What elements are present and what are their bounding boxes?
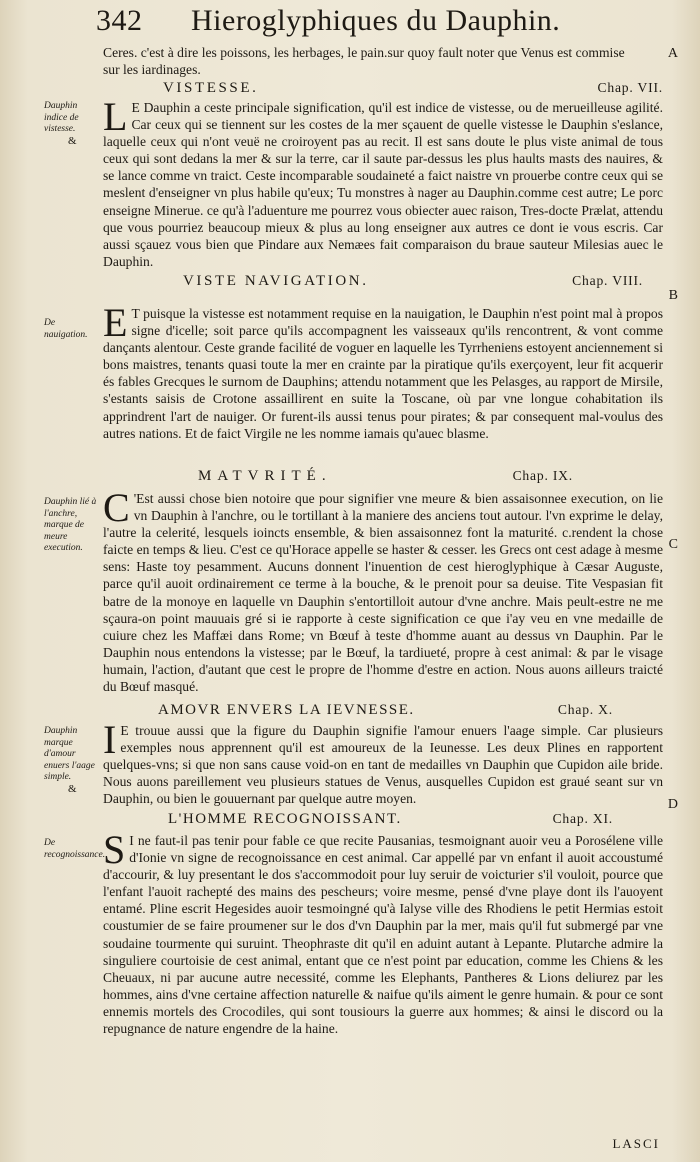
paragraph-text: E trouue aussi que la figure du Dauphin signifie l'amour enuers l'aage simple. Car plusieurs exemples nous apprennent qu'il est amoureux de la Ieunesse. Les deux Plines en rapportent quelques-vns; si que non sans cause void-on en tant de medailles vn Dauphin que Cupidon aile bride. Nous auons pareillement veu plusieurs statues de Venus, ausquelles Cupidon est graué seant sur vn Dauphin, ou bien le gouuernant par quelque autre moyen. [103,723,663,807]
margin-letter-a: A [667,46,678,61]
paragraph-text: I ne faut-il pas tenir pour fable ce que recite Pausanias, tesmoignant auoir veu a Porosélene ville d'Ionie vn signe de recognoissance en cest animal. Car appellé par vn enfant il auoit accoustumé d'accourir, & luy presentant le dos s'accommodoit pour luy seruir de voicturier s'il vouloit, pource que l'enfant l'auoit rachepté des mains des pescheurs; voire mesme, pensé d'vne playe dont ils l'auoyent entamé. Pline escrit Hegesides auoir tesmoingné qu'à Ialyse ville des Rhodiens le petit Hermias estoit coustumier de se faire proumener sur le dos d'vn Dauphin par la mer, mais qu'il fut submergé par vne soudaine tourmente qui suruint. Theophraste dit qu'il en aduint autant à Lepante. Plutarche admire la singuliere courtoisie de cest animal, entant que ce n'est point par education, comme les Chiens & les Cheuaux, ni par aucune autre necessité, comme les Elephants, Pantheres & Lions deliurez par les hommes, ains d'vne certaine affection naturelle & naifue qu'ils aiment le genre humain. & pour ce sont ennemis mortels des Crocodiles, qui sont tousiours la guerre aux hommes; & ainsi le discord ou la repugnance de nature engendre de la haine. [103,833,663,1037]
paragraph-text: T puisque la vistesse est notamment requise en la nauigation, le Dauphin n'est point mal à propos signe d'icelle; soit parce qu'ils accompagnent les vaisseaux qu'ils rencontrent, & vont comme dançants alentour. Ceste grande facilité de voguer en laquelle les Tyrrheniens estoyent anciennement si bons maistres, tenants quasi toute la mer en crainte par la piratique qu'ils exerçoyent, leur fit acquerir és fables Grecques le surnom de Dauphins; attendu notamment que les Pelasges, au rapport de Mirsile, s'estants saisis de Crotone assaillirent en suite la Toscane, où par vne longue cohabitation ils apprindrent l'art de nauiger. Or furent-ils aussi tenus pour pirates; & par consequent mal-voulus des autres nations. Et de faict Virgile ne les nomme iamais qu'auec blasme. [103,306,663,441]
section-body-amour [103,717,663,807]
running-title: Hieroglyphiques du Dauphin. [191,4,561,37]
drop-cap: S [103,827,126,872]
margin-letter-c: C [668,537,678,552]
margin-note-text: De recognoissance. [44,838,106,860]
drop-cap: E [103,300,128,345]
margin-note [44,101,100,147]
chapter-number: Chap. IX. [512,468,573,483]
heading-title: L'HOMME RECOGNOISSANT. [168,811,402,827]
section-heading-viste-navigation [103,271,663,291]
page-number: 342 [96,4,143,37]
margin-letter-b: B [668,288,678,303]
opening-text [103,44,663,78]
margin-note-text: Dauphin indice de vistesse. [44,101,79,134]
paragraph-text: E Dauphin a ceste principale signification, qu'il est indice de vistesse, ou de merueilleuse agilité. Car ceux qui se tiennent sur les costes de la mer sçauent de quelle vistesse le Dauphin s'eslance, laquelle ceux qui n'ont veuë ne croiroyent pas au recit. Il est sans doute le plus viste animal de tous ceux qui sont dedans la mer & sur la terre, car il saute par-dessus les plus haults masts des nauires, & se lance comme vn traict. Ceste incomparable soudaineté a faict naistre vn prouerbe contre ceux qui se meslent d'enseigner vn plus habile qu'eux; Tu monstres à nager au Dauphin.comme cest autre; Le porc enseigne Minerue. ce qu'à l'aduenture me pourrez vous obiecter auec raison, Tres-docte Prælat, attendu que vous pourriez beaucoup mieux & plus au long enseigner aux autres ce dont ie vous escris. Car aussi sçauez vous bien que Pindare aux Nemæes fait comparaison du braue sauteur Milesias auec le Dauphin. [103,100,663,269]
opening-line-1: Ceres. c'est à dire les poissons, les herbages, le pain.sur quoy fault noter que Venus est commise [103,45,625,60]
margin-note-text: Dauphin lié à l'anchre, marque de meure execution. [44,497,97,553]
section-heading-maturite [103,466,663,486]
section-body-maturite [103,485,663,695]
paragraph-text: 'Est aussi chose bien notoire que pour signifier vne meure & bien assaisonnee execution, on lie vn Dauphin à l'anchre, ou le tortillant à la maniere des anciens tout autour. l'vn exprime le delay, l'autre la celerité, lesquels ioincts ensemble, & bien assaisonnez font la maturité. c.rendent la chose faicte en temps & lieu. C'est ce qu'Horace appelle se haster & cesser. les Grecs ont cest adage à mesme sens: Haste toy pesamment. Aucuns donnent l'inuention de cest hieroglyphique à Cæsar Auguste, parce qu'il auoit ordinairement ce terme à la bouche, & le prenoit pour sa deuise. Tite Vespasian fit batre de la monoye en laquelle vn Dauphin s'entortilloit autour d'vne anchre. Mais peult-estre ne me sçaura-on point mauuais gré si ie rapporte à ceste signification ce que i'ay veu en vne medaille de cuiure chez les Maffæi dans Rome; vn Bœuf à teste d'homme auant au dessus vn Dauphin. Par le Dauphin nous entendons la vistesse; par le Bœuf, la tardiueté, propre à cest animal: & par le visage humain, l'action, d'autant que cest le propre de l'homme d'estre en action. Nous auons ailleurs traicté du Bœuf masqué. [103,491,663,695]
heading-title: VISTE NAVIGATION. [183,273,369,289]
section-body-vistesse [103,94,663,270]
margin-ampersand: & [68,782,77,795]
drop-cap: C [103,485,130,530]
section-heading-recognoissant [103,809,663,829]
margin-note-text: Dauphin marque d'amour enuers l'aage simple. [44,726,95,782]
margin-note-text: De nauigation. [44,318,88,340]
drop-cap: L [103,94,128,139]
section-body-recognoissant [103,827,663,1037]
drop-cap: I [103,717,117,762]
section-heading-amour [103,700,663,720]
chapter-number: Chap. VII. [597,80,663,95]
catchword: LASCI [612,1136,660,1151]
margin-note [44,726,100,795]
heading-title: MATVRITÉ. [198,468,332,484]
margin-letter-d: D [667,797,678,812]
chapter-number: Chap. XI. [552,811,613,826]
margin-note [44,497,100,555]
heading-title: VISTESSE. [163,80,259,96]
heading-title: AMOVR ENVERS LA IEVNESSE. [158,702,415,718]
margin-ampersand: & [68,134,77,147]
section-body-viste-navigation [103,300,663,442]
opening-line-2: sur les iardinages. [103,62,201,78]
chapter-number: Chap. X. [557,702,613,717]
section-heading-vistesse [103,78,663,98]
margin-note [44,318,100,341]
margin-note [44,838,106,861]
chapter-number: Chap. VIII. [572,273,643,288]
page-header [96,4,696,44]
